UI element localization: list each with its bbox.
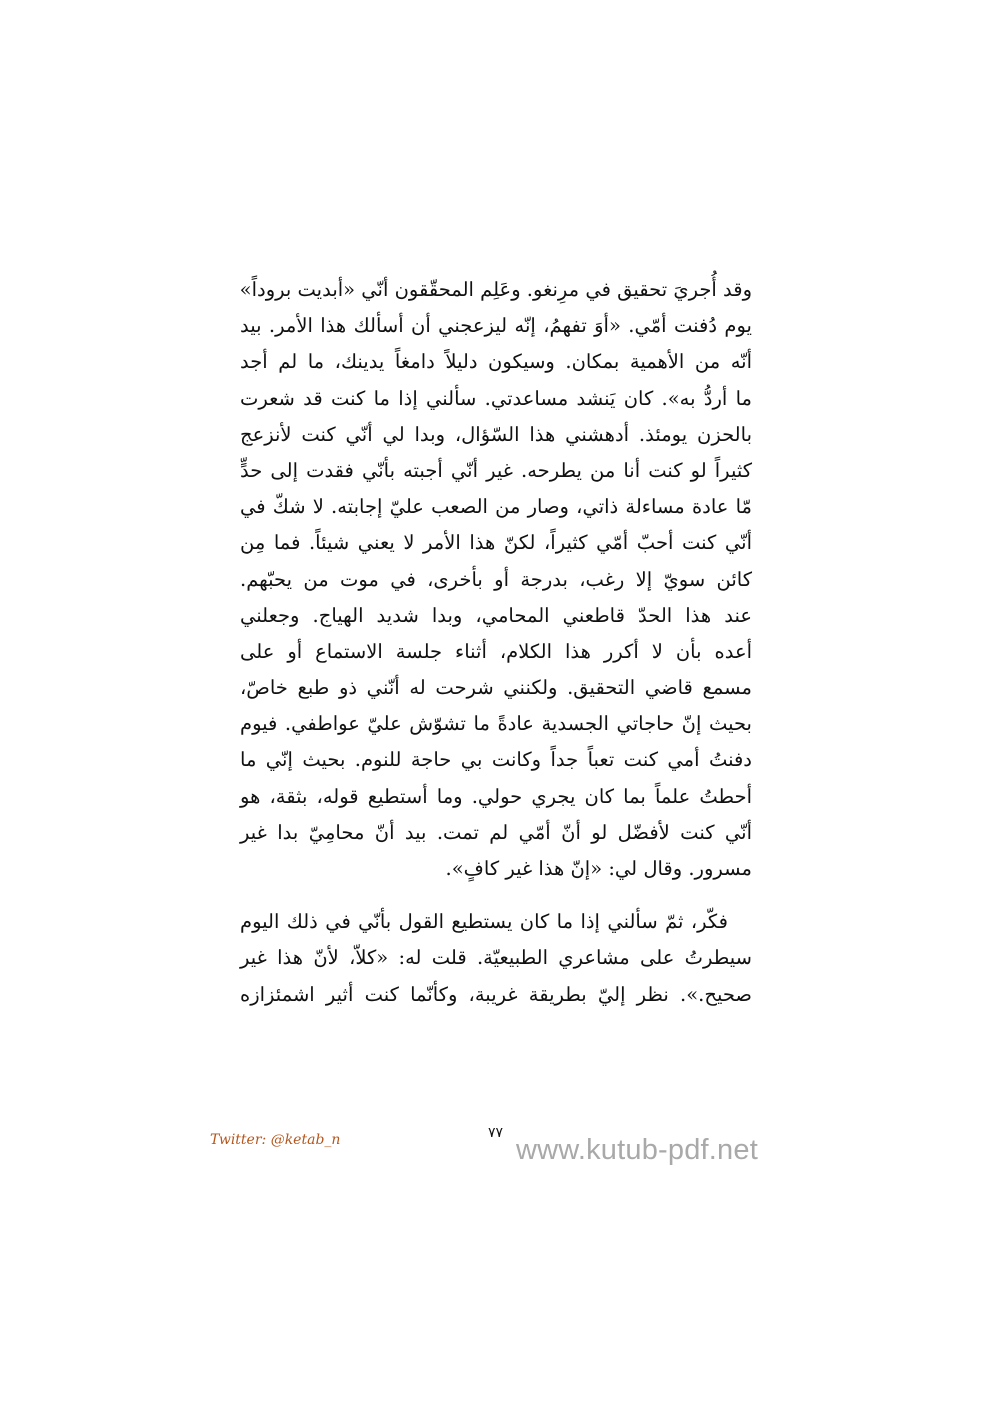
text-line: سيطرتُ على مشاعري الطبيعيّة. قلت له: «كلاّ، لأنّ هذا غير <box>240 946 752 970</box>
text-line: وقد أُجريَ تحقيق في مرِنغو. وعَلِم المحقّقون أنّي «أبديت بروداً» <box>239 278 752 301</box>
text-line: كثيراً لو كنت أنا من يطرحه. غير أنّي أجبته بأنّي فقدت إلى حدٍّ <box>240 458 752 482</box>
text-line: أنّي كنت لأفضّل لو أنّ أمّي لم تمت. بيد أنّ محامِيّ بدا غير <box>240 820 752 844</box>
text-line: كائن سويّ إلا رغب، بدرجة أو بأخرى، في موت من يحبّهم. <box>240 567 752 591</box>
text-line: بالحزن يومئذ. أدهشني هذا السّؤال، وبدا لي أنّي كنت لأنزعج <box>240 422 752 446</box>
twitter-handle: Twitter: @ketab_n <box>210 1132 341 1148</box>
text-line: أحطتُ علماً بما كان يجري حولي. وما أستطيع قوله، بثقة، هو <box>240 784 752 808</box>
text-line: بحيث إنّ حاجاتي الجسدية عادةً ما تشوّش عليّ عواطفي. فيوم <box>240 712 752 736</box>
body-text <box>240 272 752 1013</box>
text-line: أعده بأن لا أكرر هذا الكلام، أثناء جلسة الاستماع أو على <box>240 639 752 663</box>
page-number: ٧٧ <box>488 1125 504 1141</box>
text-line: يوم دُفنت أمّي. «أوَ تفهمُ، إنّه ليزعجني أن أسألك هذا الأمر. بيد <box>240 314 752 338</box>
paragraph-1 <box>240 272 752 887</box>
text-line: فكّر، ثمّ سألني إذا ما كان يستطيع القول بأنّي في ذلك اليوم <box>240 910 728 934</box>
website-watermark: www.kutub-pdf.net <box>516 1134 758 1166</box>
paragraph-2 <box>240 904 752 1013</box>
text-line: أنّه من الأهمية بمكان. وسيكون دليلاً دامغاً يدينك، ما لم أجد <box>240 350 752 374</box>
text-line: عند هذا الحدّ قاطعني المحامي، وبدا شديد الهياج. وجعلني <box>240 603 752 627</box>
text-line: دفنتُ أمي كنت تعباً جداً وكانت بي حاجة للنوم. بحيث إنّي ما <box>240 748 752 772</box>
text-line: مسرور. وقال لي: «إنّ هذا غير كافٍ». <box>445 857 752 880</box>
text-line: مّا عادة مساءلة ذاتي، وصار من الصعب عليّ إجابته. لا شكّ في <box>240 495 752 519</box>
text-line: ما أردُّ به». كان يَنشد مساعدتي. سألني إذا ما كنت قد شعرت <box>240 386 752 410</box>
text-line: صحيح.». نظر إليّ بطريقة غريبة، وكأنّما كنت أثير اشمئزازه <box>240 982 752 1006</box>
text-line: أنّي كنت أحبّ أمّي كثيراً، لكنّ هذا الأمر لا يعني شيئاً. فما مِن <box>240 531 752 555</box>
text-line: مسمع قاضي التحقيق. ولكنني شرحت له أنّني ذو طبع خاصّ، <box>240 676 752 700</box>
